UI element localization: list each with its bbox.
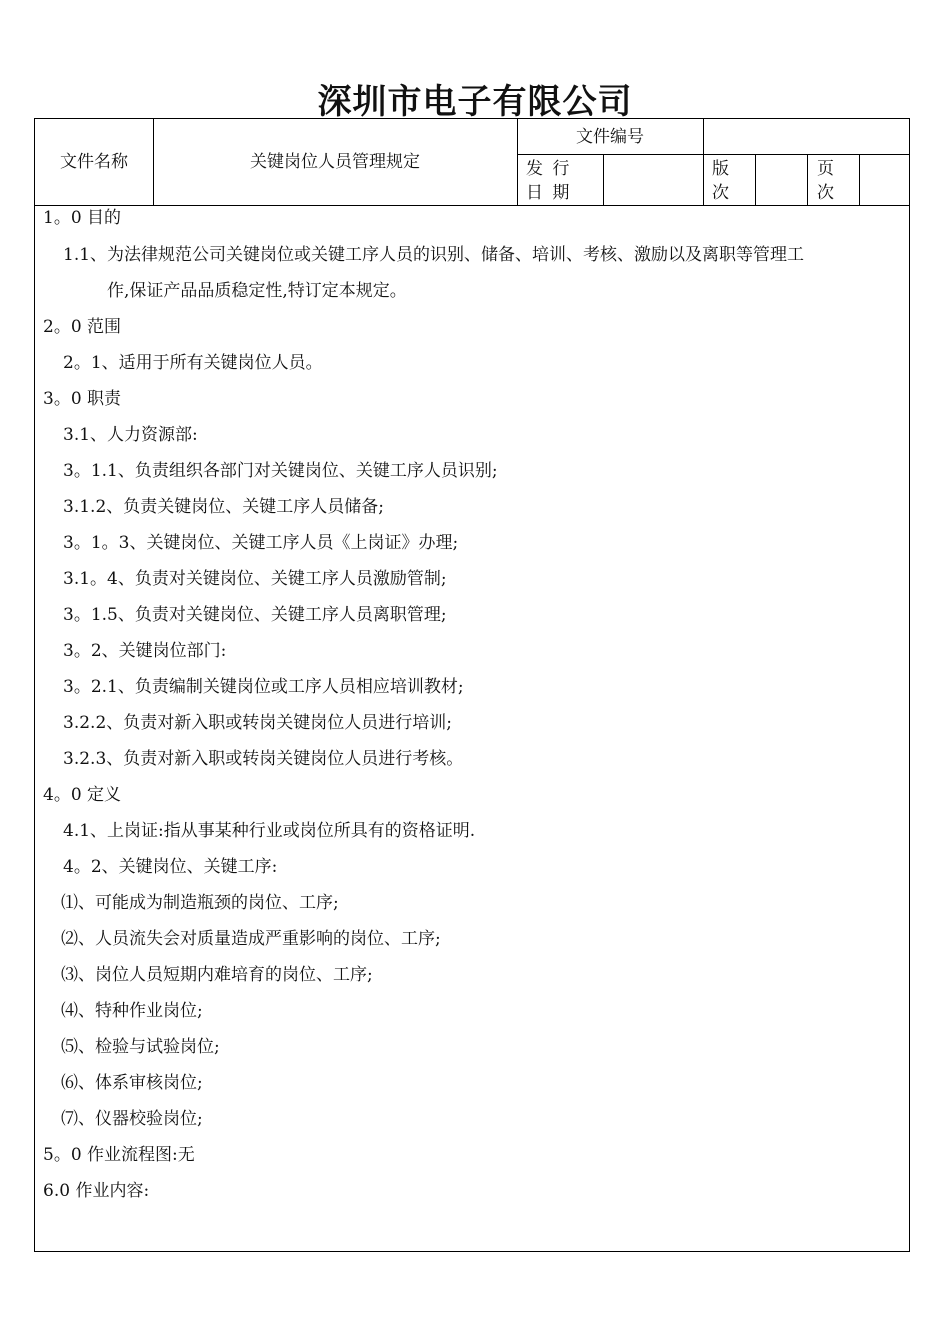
list-item: ⑺、仪器校验岗位; [61, 1109, 203, 1129]
section-heading: 6.0 作业内容: [43, 1181, 150, 1201]
list-item: ⑴、可能成为制造瓶颈的岗位、工序; [61, 893, 339, 913]
header-divider [755, 154, 756, 205]
body-line: 3。1。3、关键岗位、关键工序人员《上岗证》办理; [63, 533, 459, 553]
list-item: ⑸、检验与试验岗位; [61, 1037, 220, 1057]
page-label: 页 次 [817, 159, 834, 203]
list-item: ⑹、体系审核岗位; [61, 1073, 203, 1093]
file-number-label: 文件编号 [576, 127, 644, 147]
version-label: 版 次 [712, 159, 729, 203]
header-divider [859, 154, 860, 205]
body-line: 3.1.2、负责关键岗位、关键工序人员储备; [63, 497, 384, 517]
body-line: 3。1.5、负责对关键岗位、关键工序人员离职管理; [63, 605, 447, 625]
body-line: 3.1、人力资源部: [63, 425, 198, 445]
body-line: 3.2.3、负责对新入职或转岗关键岗位人员进行考核。 [63, 749, 464, 769]
section-heading: 4。0 定义 [43, 785, 122, 805]
issue-date-label: 发 行 日 期 [526, 159, 572, 203]
body-line: 3。2、关键岗位部门: [63, 641, 227, 661]
body-line: 3.2.2、负责对新入职或转岗关键岗位人员进行培训; [63, 713, 452, 733]
section-heading: 5。0 作业流程图:无 [43, 1145, 195, 1165]
file-name-label: 文件名称 [60, 152, 128, 172]
header-divider [603, 154, 604, 205]
body-line: 3.1。4、负责对关键岗位、关键工序人员激励管制; [63, 569, 447, 589]
body-line: 1.1、为法律规范公司关键岗位或关键工序人员的识别、储备、培训、考核、激励以及离职等管理工 [63, 245, 805, 265]
body-line: 2。1、适用于所有关键岗位人员。 [63, 353, 323, 373]
section-heading: 2。0 范围 [43, 317, 122, 337]
body-line: 作,保证产品品质稳定性,特订定本规定。 [107, 281, 407, 301]
body-line: 3。2.1、负责编制关键岗位或工序人员相应培训教材; [63, 677, 464, 697]
body-line: 4.1、上岗证:指从事某种行业或岗位所具有的资格证明. [63, 821, 476, 841]
body-line: 4。2、关键岗位、关键工序: [63, 857, 278, 877]
document-frame [34, 118, 910, 1252]
section-heading: 3。0 职责 [43, 389, 122, 409]
body-line: 3。1.1、负责组织各部门对关键岗位、关键工序人员识别; [63, 461, 498, 481]
file-name-value: 关键岗位人员管理规定 [250, 152, 420, 172]
section-heading: 1。0 目的 [43, 208, 122, 228]
header-bottom-border [35, 205, 909, 206]
list-item: ⑵、人员流失会对质量造成严重影响的岗位、工序; [61, 929, 441, 949]
header-row-divider [517, 154, 909, 155]
header-divider [703, 119, 704, 205]
list-item: ⑷、特种作业岗位; [61, 1001, 203, 1021]
header-divider [807, 154, 808, 205]
list-item: ⑶、岗位人员短期内难培育的岗位、工序; [61, 965, 373, 985]
company-title: 深圳市电子有限公司 [317, 82, 633, 122]
